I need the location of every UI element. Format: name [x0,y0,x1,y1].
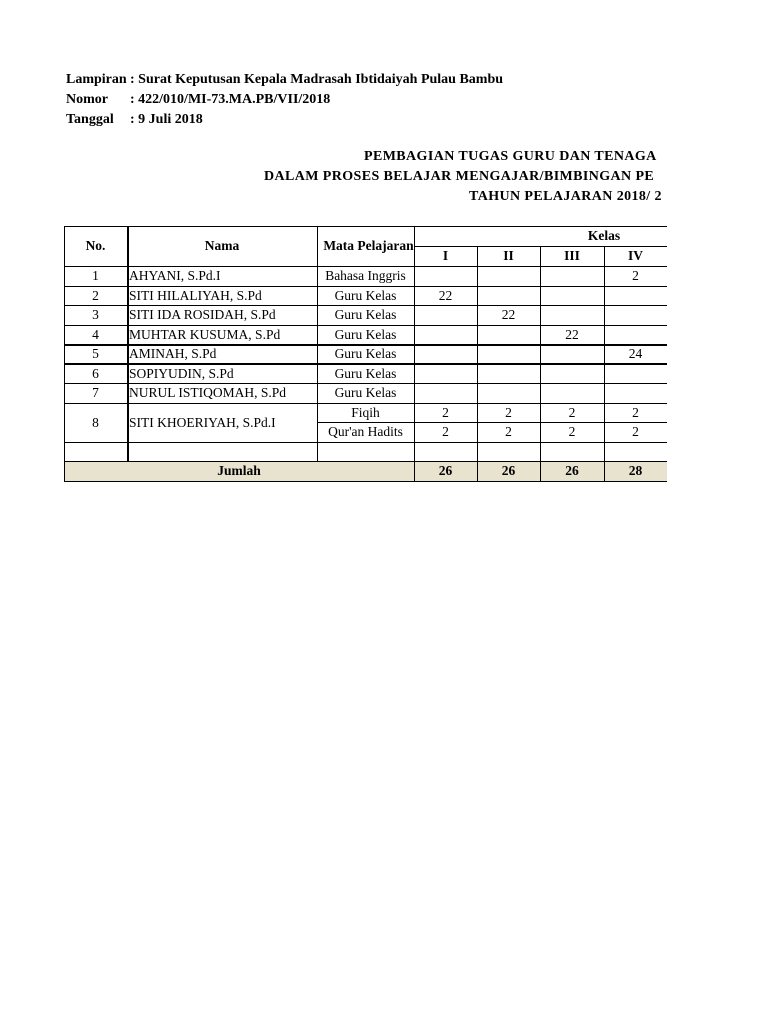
row8-kelas-value: 2 [632,424,639,439]
title-line-1: PEMBAGIAN TUGAS GURU DAN TENAGA [364,149,657,164]
header-no: No. [85,238,106,253]
row8-kelas-value: 2 [568,404,576,420]
table-top-border [64,226,667,227]
row-mata-pelajaran: Guru Kelas [334,287,397,303]
row-nama: MUHTAR KUSUMA, S.Pd [129,326,281,342]
row-line [64,286,667,287]
row-no: 1 [92,268,99,283]
row-kelas-value [604,383,667,403]
row-kelas-value [604,364,667,384]
row-kelas-value: 24 [628,346,643,361]
row8-kelas-value: 2 [442,404,449,420]
tanggal-colon: : [130,112,135,127]
row-kelas-value [540,344,604,364]
row-line [64,383,667,384]
nomor-label: Nomor [66,92,108,107]
row-kelas-value [477,325,540,345]
row-kelas-value [477,383,540,403]
row-kelas-value [604,325,667,345]
row-kelas-value [477,344,540,364]
row8-kelas-value: 2 [505,404,512,420]
header-mata-pelajaran: Mata Pelajaran [323,238,414,253]
tanggal-label: Tanggal [66,112,114,127]
row-kelas-value [414,364,477,384]
col-line-mapel [317,226,318,461]
row-nama: AHYANI, S.Pd.I [129,268,221,283]
row-kelas-value [540,383,604,403]
header-kelas-1: I [442,248,449,263]
row-kelas-value [414,344,477,364]
row-kelas-value: 22 [438,287,453,303]
nomor-value: 422/010/MI-73.MA.PB/VII/2018 [138,92,331,107]
row-mata-pelajaran: Bahasa Inggris [325,268,406,283]
table-left-border [64,226,65,481]
row-line [64,305,667,306]
row-kelas-value [604,286,667,306]
title-line-2: DALAM PROSES BELAJAR MENGAJAR/BIMBINGAN PE [264,169,655,184]
row8-kelas-value: 2 [442,424,449,439]
col-line-kelas [414,226,415,481]
jumlah-value: 26 [565,463,579,478]
row-kelas-value: 2 [632,268,639,283]
row-kelas-value [540,266,604,286]
row-line [64,461,667,462]
row8-mata-pelajaran: Fiqih [351,404,380,420]
row-nama: SITI HILALIYAH, S.Pd [129,287,262,303]
lampiran-value: Surat Keputusan Kepala Madrasah Ibtidaiyah Pulau Bambu [138,72,504,87]
tanggal-value: 9 Juli 2018 [138,112,203,127]
jumlah-label: Jumlah [217,463,261,478]
row-kelas-value: 22 [565,326,579,342]
row-kelas-value [477,266,540,286]
row-line [317,422,667,423]
row-kelas-value [477,364,540,384]
row-kelas-value [477,286,540,306]
col-line-kelas-sub [604,246,605,481]
row-no: 6 [92,365,99,381]
row-line [64,363,667,365]
col-line-nama [127,226,129,461]
row-no: 3 [92,307,99,322]
row-kelas-value [540,305,604,325]
header-bottom-line [64,266,667,267]
row8-kelas-value: 2 [568,424,576,439]
nomor-colon: : [130,92,135,107]
table-bottom-border [64,481,667,482]
col-line-kelas-sub [540,246,541,481]
col-line-kelas-sub [477,246,478,481]
header-kelas-4: IV [627,248,643,263]
jumlah-value: 26 [501,463,516,478]
title-line-3: TAHUN PELAJARAN 2018/ 2 [469,189,662,204]
lampiran-label: Lampiran [66,72,127,87]
row-no: 7 [92,385,99,400]
row-kelas-value [414,325,477,345]
row-mata-pelajaran: Guru Kelas [334,307,397,322]
row8-kelas-value: 2 [505,424,512,439]
row-line [64,344,667,346]
row-kelas-value [414,383,477,403]
header-kelas-3: III [564,248,580,263]
header-kelas: Kelas [587,228,621,243]
row8-nama: SITI KHOERIYAH, S.Pd.I [129,414,276,430]
row-no: 4 [92,326,99,342]
row8-no: 8 [92,414,99,430]
row-kelas-value [604,305,667,325]
jumlah-value: 28 [628,463,643,478]
row-kelas-value: 22 [501,307,516,322]
row-line [64,325,667,326]
row-nama: AMINAH, S.Pd [129,346,217,361]
row8-kelas-value: 2 [632,404,639,420]
header-kelas-2: II [503,248,514,263]
jumlah-value: 26 [438,463,453,478]
row-mata-pelajaran: Guru Kelas [334,326,397,342]
row-no: 2 [92,287,99,303]
row-kelas-value [414,305,477,325]
header-nama: Nama [204,238,240,253]
row-nama: SOPIYUDIN, S.Pd [129,365,234,381]
row-line [64,442,667,443]
row-kelas-value [540,364,604,384]
row-mata-pelajaran: Guru Kelas [334,365,397,381]
row-mata-pelajaran: Guru Kelas [334,385,397,400]
row8-mata-pelajaran: Qur'an Hadits [328,424,403,439]
row-line [64,403,667,404]
row-nama: SITI IDA ROSIDAH, S.Pd [129,307,276,322]
row-nama: NURUL ISTIQOMAH, S.Pd [129,385,287,400]
row-no: 5 [92,346,99,361]
row-mata-pelajaran: Guru Kelas [334,346,397,361]
row-kelas-value [540,286,604,306]
row-kelas-value [414,266,477,286]
lampiran-colon: : [130,72,135,87]
